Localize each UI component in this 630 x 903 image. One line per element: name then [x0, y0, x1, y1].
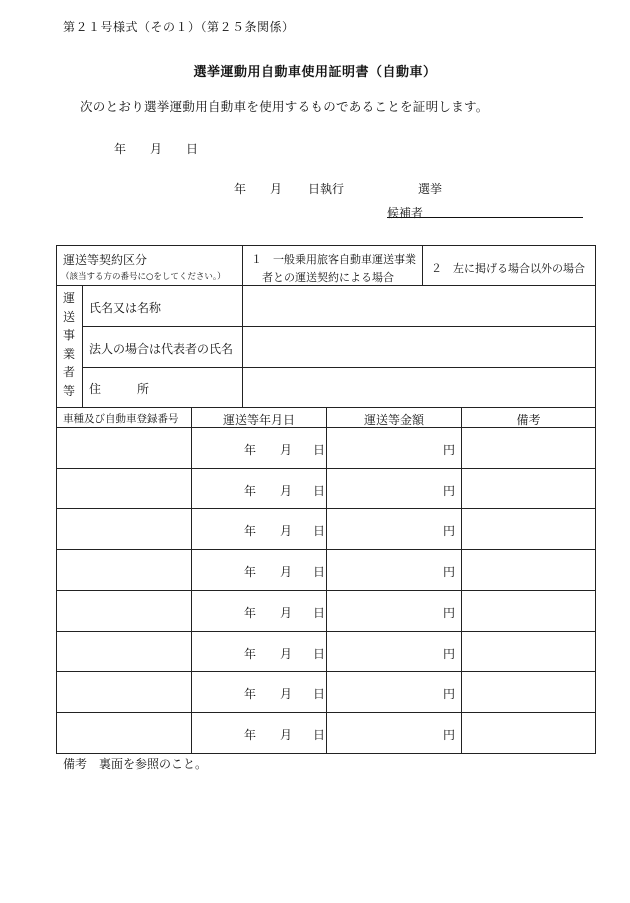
date-year-label: 年 — [244, 606, 257, 620]
contract-note: （該当する方の番号に○をしてください。） — [61, 272, 226, 282]
certification-statement: 次のとおり選挙運動用自動車を使用するものであることを証明します。 — [80, 99, 489, 114]
cert-date-month: 月 — [150, 142, 163, 156]
contract-label-cell — [56, 245, 243, 286]
yen-label: 円 — [443, 606, 456, 620]
vehicle-cell[interactable] — [56, 590, 192, 632]
contract-option-1[interactable] — [242, 245, 423, 286]
footer-note: 備考 裏面を参照のこと。 — [63, 757, 208, 771]
remarks-cell[interactable] — [461, 631, 596, 672]
carrier-side-label-cell — [56, 285, 83, 408]
date-cell[interactable] — [191, 549, 327, 591]
date-day-label: 日 — [313, 687, 326, 701]
remarks-cell[interactable] — [461, 508, 596, 550]
form-number: 第２１号様式（その１）（第２５条関係） — [63, 20, 295, 34]
contract-option-2[interactable] — [422, 245, 596, 286]
header-vehicle-text: 車種及び自動車登録番号 — [63, 413, 179, 425]
date-cell[interactable] — [191, 671, 327, 713]
vehicle-cell[interactable] — [56, 712, 192, 754]
vehicle-cell[interactable] — [56, 549, 192, 591]
remarks-cell[interactable] — [461, 712, 596, 754]
date-year-label: 年 — [244, 524, 257, 538]
date-month-label: 月 — [280, 565, 293, 579]
carrier-address-label-cell — [82, 367, 243, 408]
amount-cell[interactable] — [326, 590, 462, 632]
vehicle-cell[interactable] — [56, 671, 192, 713]
date-month-label: 月 — [280, 524, 293, 538]
date-year-label: 年 — [244, 443, 257, 457]
election-year: 年 — [234, 182, 247, 196]
date-month-label: 月 — [280, 443, 293, 457]
date-cell[interactable] — [191, 468, 327, 509]
election-month: 月 — [270, 182, 283, 196]
vehicle-cell[interactable] — [56, 427, 192, 469]
date-month-label: 月 — [280, 606, 293, 620]
candidate-label: 候補者 — [387, 206, 424, 220]
yen-label: 円 — [443, 443, 456, 457]
date-month-label: 月 — [280, 728, 293, 742]
date-day-label: 日 — [313, 646, 326, 661]
header-date-text: 運送等年月日 — [222, 413, 295, 427]
date-year-label: 年 — [244, 687, 257, 701]
date-cell[interactable] — [191, 427, 327, 469]
election-day-held: 日執行 — [308, 182, 345, 196]
yen-label: 円 — [443, 565, 456, 579]
date-year-label: 年 — [244, 483, 257, 498]
date-cell[interactable] — [191, 590, 327, 632]
date-day-label: 日 — [313, 565, 326, 579]
remarks-cell[interactable] — [461, 671, 596, 713]
carrier-side-label: 運 送 事 業 者 等 — [62, 291, 75, 398]
carrier-rep-label: 法人の場合は代表者の氏名 — [89, 342, 234, 356]
carrier-rep-label-cell — [82, 326, 243, 368]
date-day-label: 日 — [313, 483, 326, 498]
remarks-cell[interactable] — [461, 427, 596, 469]
date-month-label: 月 — [280, 483, 293, 498]
date-day-label: 日 — [313, 606, 326, 620]
date-day-label: 日 — [313, 524, 326, 538]
amount-cell[interactable] — [326, 468, 462, 509]
header-remarks — [461, 407, 596, 428]
amount-cell[interactable] — [326, 427, 462, 469]
vehicle-cell[interactable] — [56, 631, 192, 672]
carrier-address-label: 住 所 — [89, 382, 150, 396]
yen-label: 円 — [443, 483, 456, 498]
cert-date-day: 日 — [186, 142, 199, 156]
amount-cell[interactable] — [326, 671, 462, 713]
date-day-label: 日 — [313, 728, 326, 742]
contract-option-1-line2: 者との運送契約による場合 — [262, 271, 394, 284]
header-amount-text: 運送等金額 — [363, 413, 424, 427]
date-day-label: 日 — [313, 443, 326, 457]
amount-cell[interactable] — [326, 549, 462, 591]
header-remarks-text: 備考 — [516, 413, 541, 427]
vehicle-cell[interactable] — [56, 508, 192, 550]
date-year-label: 年 — [244, 565, 257, 579]
carrier-address-field[interactable] — [242, 367, 596, 408]
carrier-name-label-cell — [82, 285, 243, 327]
date-cell[interactable] — [191, 508, 327, 550]
contract-label: 運送等契約区分 — [63, 253, 148, 267]
header-amount — [326, 407, 462, 428]
candidate-signature-line[interactable] — [387, 217, 583, 218]
date-cell[interactable] — [191, 712, 327, 754]
remarks-cell[interactable] — [461, 468, 596, 509]
contract-option-1-line1: １ 一般乗用旅客自動車運送事業 — [251, 253, 416, 266]
carrier-name-label: 氏名又は名称 — [89, 301, 162, 315]
date-month-label: 月 — [280, 646, 293, 661]
election-name: 選挙 — [418, 182, 443, 196]
date-year-label: 年 — [244, 646, 257, 661]
amount-cell[interactable] — [326, 712, 462, 754]
vehicle-cell[interactable] — [56, 468, 192, 509]
header-vehicle — [56, 407, 192, 428]
amount-cell[interactable] — [326, 631, 462, 672]
document-title: 選挙運動用自動車使用証明書（自動車） — [193, 65, 437, 80]
yen-label: 円 — [443, 687, 456, 701]
contract-option-2-text: ２ 左に掲げる場合以外の場合 — [431, 262, 585, 275]
yen-label: 円 — [443, 524, 456, 538]
carrier-rep-field[interactable] — [242, 326, 596, 368]
yen-label: 円 — [443, 646, 456, 661]
carrier-name-field[interactable] — [242, 285, 596, 327]
yen-label: 円 — [443, 728, 456, 742]
remarks-cell[interactable] — [461, 549, 596, 591]
amount-cell[interactable] — [326, 508, 462, 550]
cert-date-year: 年 — [114, 142, 127, 156]
remarks-cell[interactable] — [461, 590, 596, 632]
header-date — [191, 407, 327, 428]
date-cell[interactable] — [191, 631, 327, 672]
date-year-label: 年 — [244, 728, 257, 742]
date-month-label: 月 — [280, 687, 293, 701]
